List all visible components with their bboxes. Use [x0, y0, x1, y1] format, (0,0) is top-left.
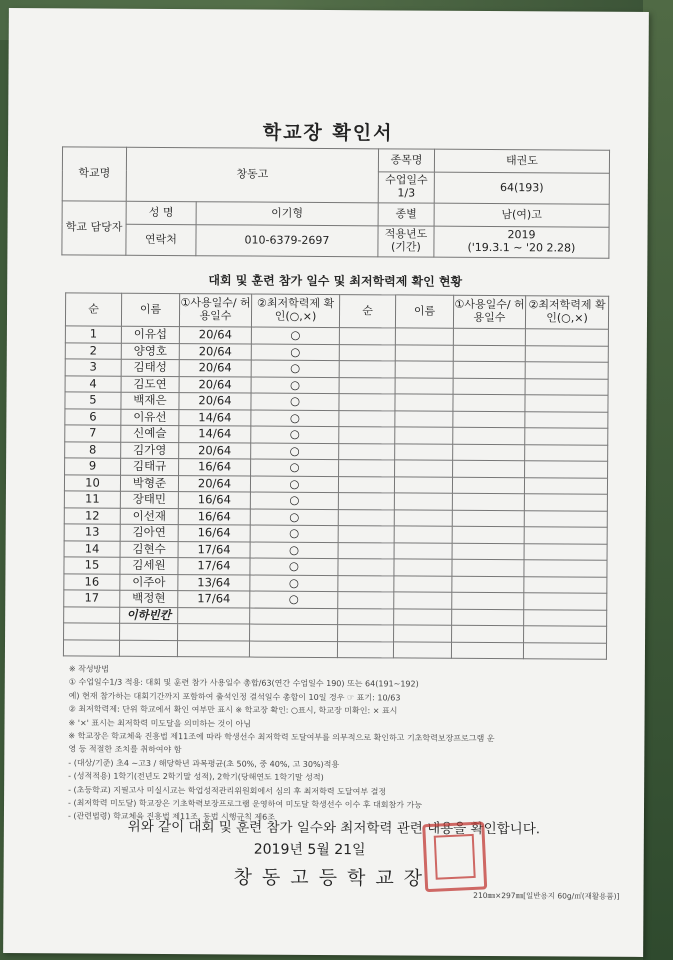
- empty-cell: [453, 345, 525, 362]
- header-days-right: ①사용일수/ 허용일수: [453, 295, 525, 328]
- empty-cell: [395, 443, 453, 460]
- cell-no: 3: [65, 359, 121, 376]
- cell-days: 14/64: [179, 426, 251, 443]
- empty-cell: [393, 641, 451, 658]
- empty-cell: [524, 626, 607, 643]
- header-days: ①사용일수/ 허용일수: [179, 294, 251, 327]
- cell-check: ○: [250, 509, 338, 526]
- note-line: 예) 현재 참가하는 대회기간까지 포함하여 출석인정 결석일수 총합이 10일 경우 ☞ 표기: 10/63: [68, 691, 401, 703]
- empty-cell: [339, 361, 395, 378]
- school-label: 학교명: [62, 147, 126, 201]
- empty-cell: [525, 329, 608, 346]
- empty-cell: [338, 575, 394, 592]
- empty-cell: [524, 477, 607, 494]
- empty-cell: [394, 509, 452, 526]
- empty-cell: [524, 576, 607, 593]
- cell-no: 1: [65, 326, 121, 343]
- cell-check: ○: [251, 327, 339, 344]
- note-line: ※ 학교장은 학교체육 진흥법 제11조에 따라 학생선수 최저학력 도달여부를 의무적으로 확인하고 기초학력보장프로그램 운: [68, 731, 495, 744]
- period-value: ('19.3.1 ~ '20 2.28): [467, 240, 576, 255]
- cell-name: 김가영: [121, 442, 179, 459]
- cell-no: 13: [64, 524, 120, 541]
- empty-cell: [452, 609, 524, 626]
- note-line: - (관련법령) 학교체육 진흥법 제11조, 동법 시행규칙 제6조: [67, 811, 276, 823]
- cell-days: 16/64: [178, 508, 250, 525]
- note-line: - (초등학교) 지필고사 미실시교는 학업성적관리위원회에서 심의 후 최저학력 도달여부 결정: [68, 785, 387, 797]
- gender-value: 남(여)고: [434, 203, 609, 227]
- cell-name: 김아연: [120, 524, 178, 541]
- empty-cell: [338, 509, 394, 526]
- empty-cell: [524, 527, 607, 544]
- empty-cell: [394, 542, 452, 559]
- empty-cell: [338, 592, 394, 609]
- note-line: ② 최저학력제: 단위 학교에서 확인 여부만 표시 ※ 학교장 확인: ○표시, 학교장 미확인: × 표시: [68, 704, 398, 716]
- empty-cell: [395, 410, 453, 427]
- empty-cell: [339, 427, 395, 444]
- empty-cell: [394, 526, 452, 543]
- empty-cell: [525, 461, 608, 478]
- cell-days: 17/64: [178, 591, 250, 608]
- cell-name: 백재은: [121, 392, 179, 409]
- empty-cell: [524, 510, 607, 527]
- empty-cell: [64, 606, 120, 623]
- empty-cell: [178, 624, 250, 641]
- cell-name: 신예슬: [121, 425, 179, 442]
- empty-cell: [395, 394, 453, 411]
- note-line: - (대상/기준) 초4 ~고3 / 해당학년 과목평균(초 50%, 중 40%, 고 30%)적용: [68, 758, 340, 769]
- cell-days: 20/64: [178, 475, 250, 492]
- cell-check: ○: [251, 393, 339, 410]
- notes-section: [68, 662, 609, 826]
- header-name-right: 이름: [395, 295, 453, 328]
- cell-no: 7: [65, 425, 121, 442]
- note-line: - (성적적용) 1학기(전년도 2학기말 성적), 2학기(당해연도 1학기말 성적): [68, 771, 324, 783]
- empty-cell: [524, 494, 607, 511]
- empty-cell: [452, 543, 524, 560]
- cell-name: 김도연: [121, 376, 179, 393]
- principal-signature: 창동고등학교장: [233, 866, 433, 890]
- empty-cell: [394, 592, 452, 609]
- contact-label: 연락처: [126, 224, 196, 255]
- empty-cell: [525, 411, 608, 428]
- empty-cell: [395, 377, 453, 394]
- gender-label: 종별: [378, 203, 434, 226]
- cell-name: 장태민: [120, 491, 178, 508]
- cell-check: ○: [250, 558, 338, 575]
- roster-table: [63, 292, 609, 659]
- empty-cell: [452, 576, 524, 593]
- empty-cell: [453, 460, 525, 477]
- empty-cell: [525, 362, 608, 379]
- cell-days: 20/64: [179, 376, 251, 393]
- empty-cell: [339, 460, 395, 477]
- year-value: 2019: [507, 228, 536, 242]
- cell-no: 5: [65, 392, 121, 409]
- empty-cell: [525, 444, 608, 461]
- empty-cell: [394, 493, 452, 510]
- empty-cell: [452, 592, 524, 609]
- empty-cell: [338, 542, 394, 559]
- cell-check: ○: [251, 360, 339, 377]
- empty-cell: [452, 526, 524, 543]
- empty-cell: [453, 394, 525, 411]
- empty-cell: [452, 625, 524, 642]
- empty-cell: [63, 639, 119, 656]
- empty-cell: [250, 608, 338, 625]
- empty-cell: [453, 411, 525, 428]
- cell-check: ○: [250, 542, 338, 559]
- sport-label: 종목명: [378, 149, 434, 172]
- teacher-name: 이기형: [196, 202, 378, 226]
- note-line: 영 등 적절한 조치를 취하여야 함: [68, 744, 182, 755]
- cell-name: 김태규: [121, 458, 179, 475]
- empty-cell: [64, 623, 120, 640]
- empty-cell: [451, 642, 523, 659]
- empty-cell: [525, 395, 608, 412]
- cell-days: 20/64: [179, 393, 251, 410]
- cell-check: ○: [250, 525, 338, 542]
- cell-no: 15: [64, 557, 120, 574]
- cell-days: 16/64: [178, 492, 250, 509]
- cell-check: ○: [251, 426, 339, 443]
- empty-cell: [249, 641, 337, 658]
- table-row: [63, 639, 606, 659]
- empty-cell: [395, 328, 453, 345]
- cell-days: 17/64: [178, 558, 250, 575]
- cell-check: ○: [250, 492, 338, 509]
- school-name: 창동고: [126, 147, 378, 203]
- empty-cell: [394, 476, 452, 493]
- empty-cell: [453, 361, 525, 378]
- empty-cell: [339, 394, 395, 411]
- cell-days: 20/64: [179, 343, 251, 360]
- cell-no: 11: [64, 491, 120, 508]
- empty-cell: [394, 608, 452, 625]
- empty-cell: [395, 460, 453, 477]
- header-name: 이름: [121, 293, 179, 326]
- empty-cell: [525, 428, 608, 445]
- note-line: ※ '×' 표시는 최저학력 미도달을 의미하는 것이 아님: [68, 718, 251, 729]
- teacher-label: 학교 담당자: [62, 201, 126, 255]
- cell-days: 13/64: [178, 574, 250, 591]
- empty-cell: [339, 377, 395, 394]
- empty-cell: [339, 328, 395, 345]
- note-line: - (최저학력 미도달) 학교장은 기초학력보장프로그램 운영하여 미도달 학생선수 이수 후 대회참가 가능: [68, 798, 423, 810]
- empty-cell: [523, 642, 606, 659]
- cell-name: 양영호: [121, 343, 179, 360]
- cell-name: 김태성: [121, 359, 179, 376]
- empty-cell: [452, 493, 524, 510]
- empty-cell: [453, 444, 525, 461]
- cell-no: 9: [65, 458, 121, 475]
- empty-cell: [524, 609, 607, 626]
- cell-check: ○: [251, 410, 339, 427]
- empty-cell: [453, 328, 525, 345]
- roster-header: [65, 293, 608, 329]
- empty-cell: [395, 344, 453, 361]
- cell-check: ○: [250, 476, 338, 493]
- header-check: ②최저학력제 확인(○,×): [251, 294, 339, 328]
- empty-cell: [339, 410, 395, 427]
- cell-no: 12: [64, 507, 120, 524]
- cell-days: 20/64: [179, 327, 251, 344]
- empty-cell: [120, 623, 178, 640]
- days-label: 수업일수 1/3: [378, 172, 434, 203]
- cell-no: 10: [64, 474, 120, 491]
- days-value: 64(193): [434, 172, 609, 204]
- sport-value: 태권도: [434, 149, 609, 173]
- paper-spec: 210㎜×297㎜[일반용지 60g/㎡(재활용품)]: [473, 890, 620, 901]
- empty-cell: [524, 593, 607, 610]
- empty-cell: [453, 427, 525, 444]
- cell-no: 2: [65, 342, 121, 359]
- cell-days: 16/64: [179, 459, 251, 476]
- cell-check: ○: [251, 377, 339, 394]
- empty-cell: [525, 378, 608, 395]
- cell-check: ○: [251, 344, 339, 361]
- cell-name: 박형준: [120, 475, 178, 492]
- cell-days: 14/64: [179, 409, 251, 426]
- cell-check: ○: [251, 443, 339, 460]
- cell-no: 6: [65, 408, 121, 425]
- empty-cell: [178, 607, 250, 624]
- info-table: [61, 146, 610, 258]
- empty-cell: [119, 640, 177, 657]
- empty-cell: [338, 559, 394, 576]
- cell-days: 20/64: [179, 360, 251, 377]
- empty-cell: [452, 477, 524, 494]
- empty-cell: [394, 575, 452, 592]
- header-check-right: ②최저학력제 확인(○,×): [525, 296, 608, 330]
- empty-cell: [394, 559, 452, 576]
- empty-cell: [524, 543, 607, 560]
- cell-no: 16: [64, 573, 120, 590]
- cell-name: 이유섭: [121, 326, 179, 343]
- empty-cell: [338, 625, 394, 642]
- cell-days: 16/64: [178, 525, 250, 542]
- document-paper: [3, 8, 649, 957]
- empty-cell: [338, 526, 394, 543]
- empty-cell: [395, 427, 453, 444]
- cell-name: 백정현: [120, 590, 178, 607]
- cell-no: 4: [65, 375, 121, 392]
- cell-check: ○: [251, 459, 339, 476]
- empty-cell: [337, 641, 393, 658]
- empty-cell: [338, 608, 394, 625]
- issue-date: 2019년 5월 21일: [253, 841, 366, 859]
- empty-cell: [250, 624, 338, 641]
- cell-no: 17: [64, 590, 120, 607]
- period-cell: [434, 226, 609, 258]
- cell-days: 20/64: [179, 442, 251, 459]
- cell-check: ○: [250, 591, 338, 608]
- empty-cell: [453, 378, 525, 395]
- name-label: 성 명: [126, 201, 196, 224]
- cell-days: 17/64: [178, 541, 250, 558]
- cell-no: 14: [64, 540, 120, 557]
- empty-cell: [524, 560, 607, 577]
- empty-cell: [452, 510, 524, 527]
- empty-cell: [394, 625, 452, 642]
- period-label: 적용년도 (기간): [378, 226, 434, 257]
- empty-cell: [177, 640, 249, 657]
- empty-cell: [452, 559, 524, 576]
- confirm-statement: 위와 같이 대회 및 훈련 참가 일수와 최저학력 관련 내용을 확인합니다.: [127, 818, 541, 838]
- header-no: 순: [65, 293, 121, 326]
- document-title: 학교장 확인서: [262, 121, 394, 145]
- note-line: ① 수업일수1/3 적용: 대회 및 훈련 참가 사용일수 총합/63(연간 수업일수 190) 또는 64(191~192): [68, 677, 419, 689]
- empty-cell: [525, 345, 608, 362]
- empty-cell: [339, 443, 395, 460]
- empty-cell: [395, 361, 453, 378]
- cell-no: 8: [65, 441, 121, 458]
- cell-name: 이주아: [120, 574, 178, 591]
- cell-name: 이선재: [120, 508, 178, 525]
- phone-value: 010-6379-2697: [196, 225, 378, 257]
- note-line: ※ 작성방법: [68, 664, 110, 674]
- empty-cell: [339, 344, 395, 361]
- header-no-right: 순: [339, 295, 395, 328]
- cell-name: 김현수: [120, 541, 178, 558]
- blank-note: 이하빈칸: [120, 607, 178, 624]
- empty-cell: [338, 476, 394, 493]
- cell-name: 김세원: [120, 557, 178, 574]
- cell-check: ○: [250, 575, 338, 592]
- empty-cell: [338, 493, 394, 510]
- roster-subtitle: 대회 및 훈련 참가 일수 및 최저학력제 확인 현황: [208, 273, 463, 289]
- cell-name: 이유선: [121, 409, 179, 426]
- official-seal-stamp: [422, 821, 487, 892]
